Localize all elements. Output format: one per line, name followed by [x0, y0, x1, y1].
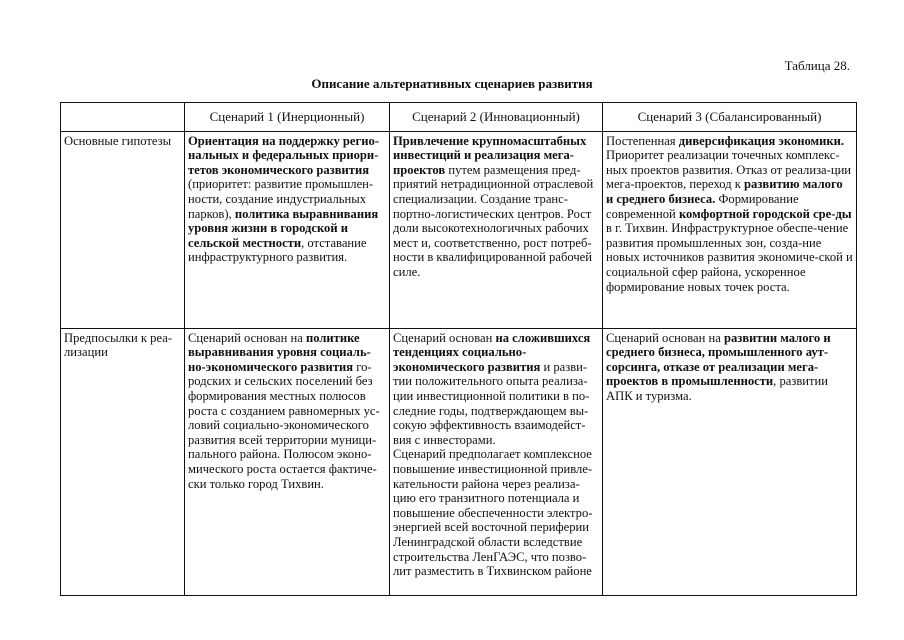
text-run: Сценарий основан на	[188, 330, 306, 345]
cell-scenario-1	[185, 328, 390, 595]
text-run: путем размещения пред-приятий нетрадиционной отраслевой специализации. Создание транс-портно-логистических центров. Рост доли высокотехнологичных рабочих мест и, соответственно, рост потреб-ности в квалифицированной рабочей силе.	[393, 162, 594, 279]
cell-scenario-2	[390, 328, 603, 595]
text-run: Сценарий предполагает комплексное повышение инвестиционной привле-кательности района через реализа-цию его транзитного потенциала и повышение обеспеченности электро-энергией всей восточной периферии Ленинградской области вследствие строительства ЛенГАЭС, что позво-лит разместить в Тихвинском районе	[393, 447, 593, 579]
text-run: Формирование современной	[606, 191, 799, 221]
text-run: Сценарий основан на	[606, 330, 724, 345]
cell-scenario-2	[390, 131, 603, 328]
bold-text-run: развитии малого и среднего бизнеса, промышленного аут-сорсинга, отказе от реализации мега-проектов в промышленности	[606, 330, 831, 389]
text-run: , отставание инфраструктурного развития.	[188, 235, 367, 265]
table-row	[61, 131, 857, 328]
table-number: Таблица 28.	[784, 58, 850, 73]
scenarios-table	[60, 102, 857, 596]
bold-text-run: диверсификация экономики.	[678, 133, 845, 148]
table-title: Описание альтернативных сценариев развития	[311, 76, 593, 91]
row-label: Предпосылки к реа-лизации	[61, 328, 185, 595]
bold-text-run: политика выравнивания уровня жизни в городской и сельской местности	[188, 206, 379, 250]
bold-text-run: комфортной городской сре-ды	[678, 206, 852, 221]
bold-text-run: Привлечение крупномасштабных инвестиций и реализация мега-проектов	[393, 133, 587, 177]
text-run: в г. Тихвин. Инфраструктурное обеспе-чение развития промышленных зон, созда-ние новых источников развития экономиче-ской и социальной сфер района, ускоренное формирование новых точек роста.	[606, 221, 853, 294]
text-run: Постепенная	[606, 133, 679, 148]
text-run: Приоритет реализации точечных комплекс-ных проектов развития. Отказ от реализа-ции мега-проектов, переход к	[606, 148, 852, 192]
header-scenario-3: Сценарий 3 (Сбалансированный)	[603, 103, 857, 132]
cell-scenario-3	[603, 328, 857, 595]
bold-text-run: на сложившихся тенденциях социально-экономического развития	[393, 330, 591, 374]
text-run: (приоритет: развитие промышлен-ности, создание индустриальных парков),	[188, 177, 374, 221]
bold-text-run: Ориентация на поддержку регио-нальных и федеральных приори-тетов экономического развития	[188, 133, 379, 177]
cell-scenario-1	[185, 131, 390, 328]
text-run: Сценарий основан	[393, 330, 496, 345]
cell-scenario-3	[603, 131, 857, 328]
bold-text-run: развитию малого и среднего бизнеса.	[606, 177, 843, 206]
header-corner	[61, 103, 185, 132]
table-row	[61, 328, 857, 595]
header-scenario-1: Сценарий 1 (Инерционный)	[185, 103, 390, 132]
row-label: Основные гипотезы	[61, 131, 185, 328]
header-scenario-2: Сценарий 2 (Инновационный)	[390, 103, 603, 132]
header-row	[61, 103, 857, 132]
bold-text-run: политике выравнивания уровня социаль-но-экономического развития	[188, 330, 371, 374]
text-run: , развитии АПК и туризма.	[606, 374, 828, 403]
text-run: го-родских и сельских поселений без формирования местных полюсов роста с созданием равномерных ус-ловий социально-экономического развития всей территории муници-пального района. Полюсом эконо-мического роста остается фактиче-ски только город Тихвин.	[188, 359, 380, 491]
text-run: и разви-тии положительного опыта реализа-ции инвестиционной политики в по-следние годы, подтверждающем вы-сокую эффективность взаимодейст-вия с инвесторами.	[393, 359, 590, 447]
